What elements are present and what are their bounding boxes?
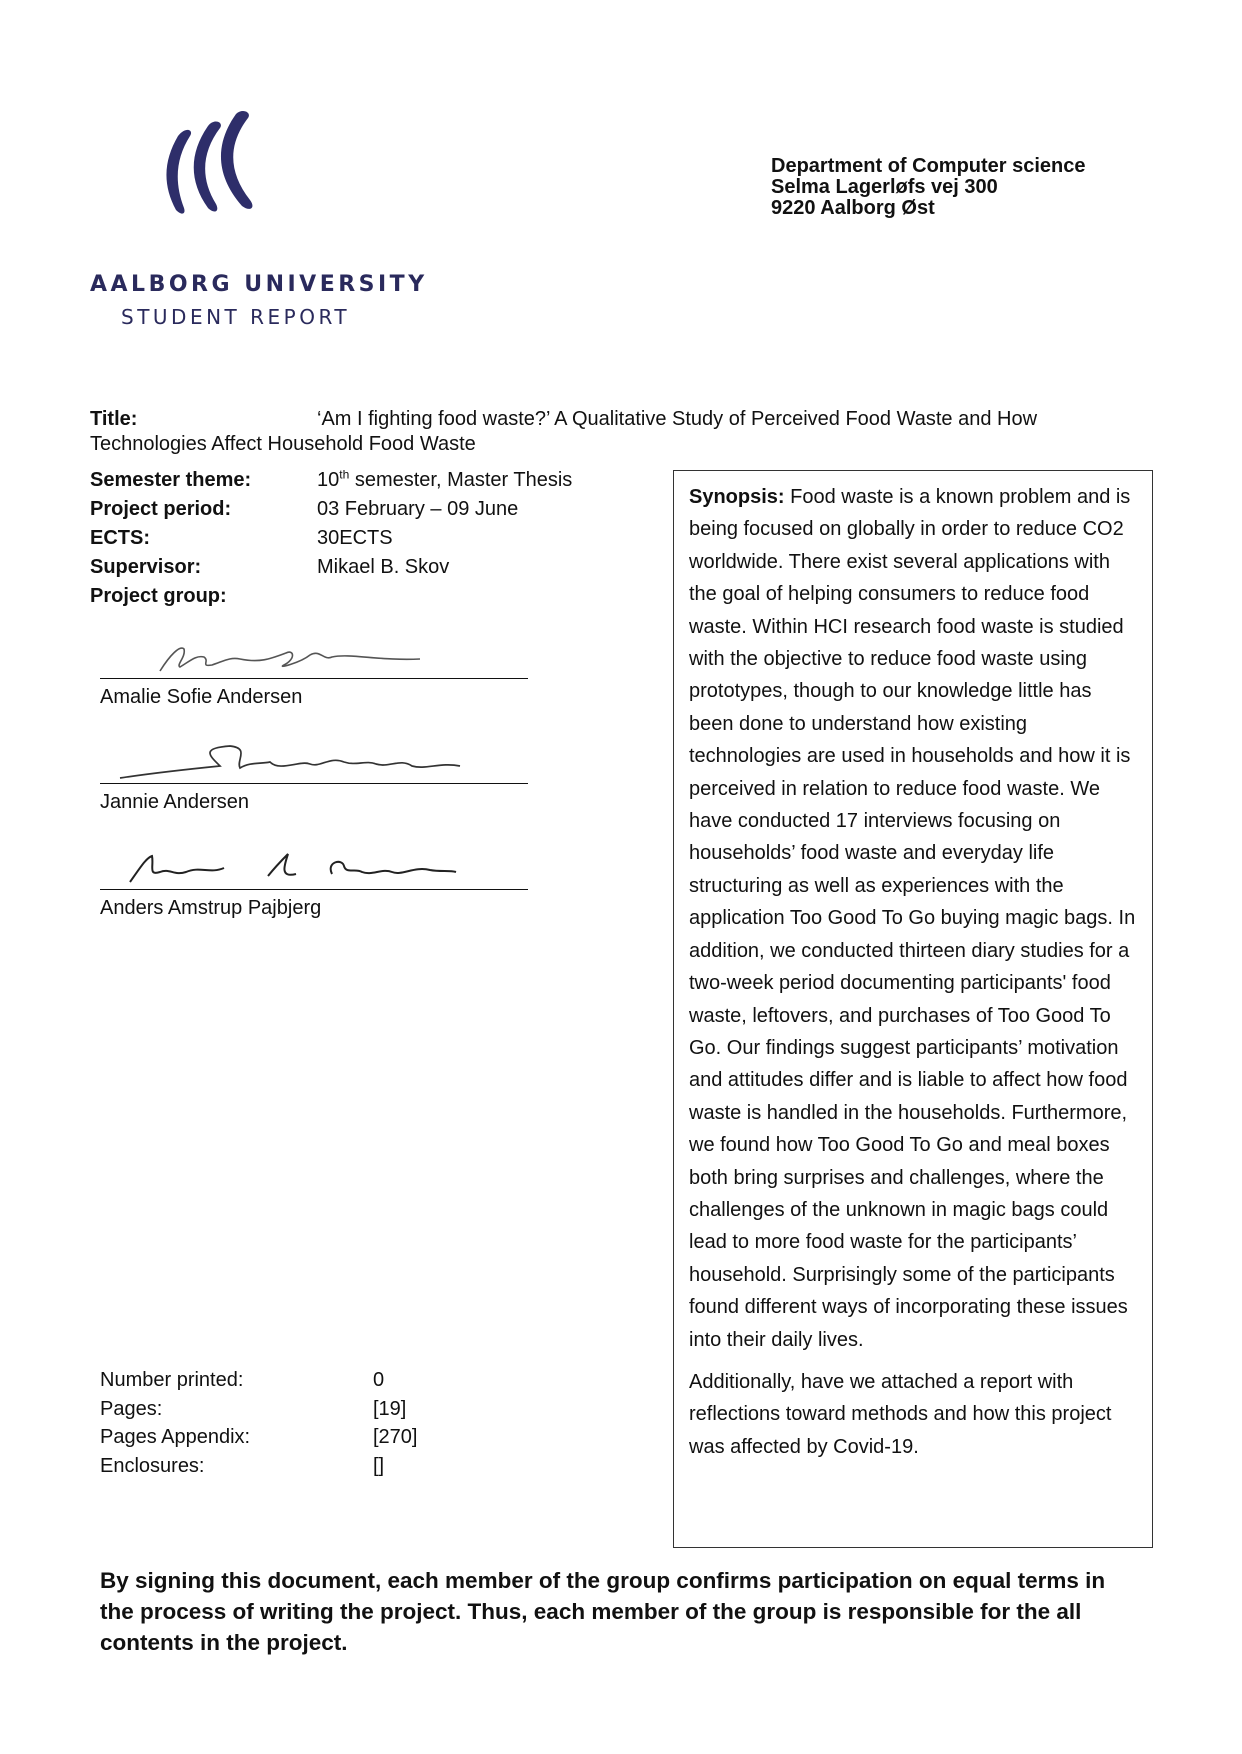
appendix-row: Pages Appendix: [270] bbox=[100, 1426, 418, 1448]
supervisor-value: Mikael B. Skov bbox=[317, 555, 450, 578]
project-period-label: Project period: bbox=[90, 497, 232, 520]
synopsis-addendum: Additionally, have we attached a report with reflections toward methods and how this project was affected by Covid-19. bbox=[689, 1370, 1112, 1458]
semester-theme-label: Semester theme: bbox=[90, 468, 252, 491]
project-period-value: 03 February – 09 June bbox=[317, 497, 519, 520]
supervisor-row bbox=[90, 553, 572, 582]
project-group-row bbox=[90, 582, 572, 611]
printed-row: Number printed: 0 bbox=[100, 1369, 385, 1391]
department-street: Selma Lagerløfs vej 300 bbox=[771, 176, 998, 198]
signature-icon bbox=[100, 742, 500, 782]
title-label: Title: bbox=[90, 408, 138, 430]
ects-value: 30ECTS bbox=[317, 526, 393, 549]
synopsis-box bbox=[673, 470, 1153, 1548]
semester-theme-row bbox=[90, 460, 572, 495]
university-logo-icon bbox=[150, 108, 280, 218]
signature-block-3 bbox=[100, 848, 530, 922]
department-address bbox=[771, 156, 1086, 219]
synopsis-text bbox=[689, 481, 1138, 1356]
signature-line bbox=[100, 782, 528, 784]
synopsis-label: Synopsis: bbox=[689, 486, 785, 508]
signature-line bbox=[100, 888, 528, 890]
signature-block-1 bbox=[100, 635, 530, 711]
project-title bbox=[90, 407, 1090, 457]
title-line-2: Technologies Affect Household Food Waste bbox=[90, 433, 476, 455]
department-city: 9220 Aalborg Øst bbox=[771, 197, 935, 219]
project-group-label: Project group: bbox=[90, 584, 227, 607]
member-name: Amalie Sofie Andersen bbox=[100, 686, 303, 708]
enclosures-row: Enclosures: [] bbox=[100, 1454, 385, 1477]
signature-line bbox=[100, 677, 528, 679]
document-counts bbox=[100, 1366, 417, 1480]
semester-theme-value: 10th semester, Master Thesis bbox=[317, 467, 573, 491]
report-type: STUDENT REPORT bbox=[121, 305, 351, 329]
signature-icon bbox=[100, 635, 430, 677]
signature-block-2 bbox=[100, 742, 530, 816]
pages-row: Pages: [19] bbox=[100, 1397, 407, 1420]
ects-row bbox=[90, 524, 572, 553]
university-wordmark bbox=[90, 272, 428, 329]
university-name: AALBORG UNIVERSITY bbox=[90, 272, 428, 297]
member-name: Anders Amstrup Pajbjerg bbox=[100, 897, 322, 919]
project-meta bbox=[90, 460, 572, 611]
title-line-1: ‘Am I fighting food waste?’ A Qualitative Study of Perceived Food Waste and How bbox=[317, 408, 1038, 430]
project-period-row bbox=[90, 495, 572, 524]
member-name: Jannie Andersen bbox=[100, 791, 250, 813]
synopsis-body: Food waste is a known problem and is being focused on globally in order to reduce CO2 worldwide. There exist several applications with the goal of helping consumers to reduce food waste. Within HCI research food waste is studied with the objective to reduce food waste using prototypes, though to our knowledge little has been done to understand how existing technologies are used in households and how it is perceived in relation to reduce food waste. We have conducted 17 interviews focusing on households’ food waste and everyday life structuring as well as experiences with the application Too Good To Go buying magic bags. In addition, we conducted thirteen diary studies for a two-week period documenting participants' food waste, leftovers, and purchases of Too Good To Go. Our findings suggest participants’ motivation and attitudes differ and is liable to affect how food waste is handled in the households. Furthermore, we found how Too Good To Go and meal boxes both bring surprises and challenges, where the challenges of the unknown in magic bags could lead to more food waste for the participants’ household. Surprisingly some of the participants found different ways of incorporating these issues into their daily lives. bbox=[689, 486, 1136, 1351]
department-name: Department of Computer science bbox=[771, 155, 1086, 177]
signature-icon bbox=[100, 848, 500, 888]
group-statement: By signing this document, each member of the group confirms participation on equal terms in the process of writing the project. Thus, each member of the group is responsible for the all contents in the project. bbox=[100, 1568, 1106, 1655]
supervisor-label: Supervisor: bbox=[90, 555, 202, 578]
ects-label: ECTS: bbox=[90, 526, 150, 549]
